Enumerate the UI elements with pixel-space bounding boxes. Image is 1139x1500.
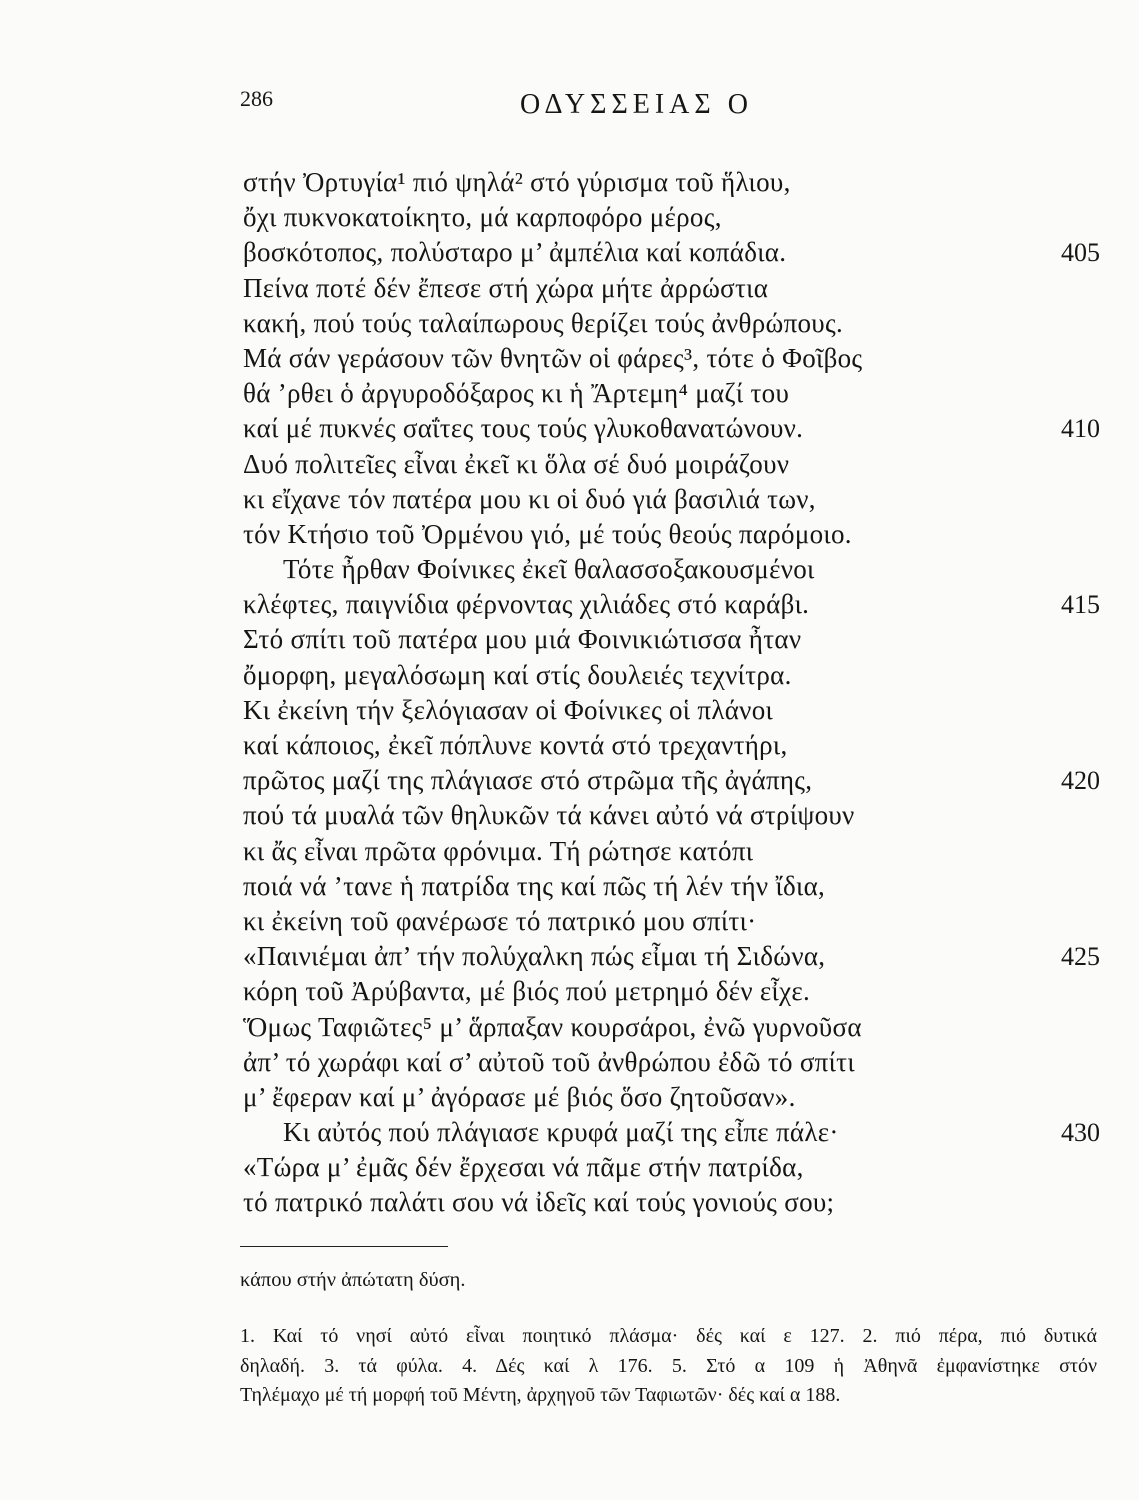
verse-line: [243, 552, 1100, 587]
verse-line: [243, 447, 1100, 482]
line-number: 405: [1061, 238, 1100, 268]
verse-line: [243, 622, 1100, 657]
verse-block: [243, 165, 1100, 1221]
verse-line: [243, 587, 1100, 622]
verse-text: «Τώρα μ’ ἐμᾶς δέν ἔρχεσαι νά πᾶμε στήν πατρίδα,: [243, 1152, 804, 1183]
verse-line: [243, 869, 1100, 904]
footnote-line: δηλαδή. 3. τά φύλα. 4. Δές καί λ 176. 5. Στό α 109 ἡ Ἀθηνᾶ ἐμφανίστηκε στόν: [240, 1354, 1097, 1377]
verse-line: [243, 1150, 1100, 1185]
verse-line: [243, 271, 1100, 306]
verse-line: [243, 834, 1100, 869]
verse-text: ὄμορφη, μεγαλόσωμη καί στίς δουλειές τεχνίτρα.: [243, 659, 792, 690]
footnote-line: Τηλέμαχο μέ τή μορφή τοῦ Μέντη, ἀρχηγοῦ τῶν Ταφιωτῶν· δές καί α 188.: [240, 1384, 841, 1406]
verse-line: [243, 658, 1100, 693]
verse-text: Μά σάν γεράσουν τῶν θνητῶν οἱ φάρες³, τότε ὁ Φοῖβος: [243, 342, 863, 373]
verse-text: κι ἄς εἶναι πρῶτα φρόνιμα. Τή ρώτησε κατόπι: [243, 835, 754, 866]
verse-text: κλέφτες, παιγνίδια φέρνοντας χιλιάδες στό καράβι.: [243, 589, 810, 620]
line-number: 410: [1061, 414, 1100, 444]
running-head: ΟΔΥΣΣΕΙΑΣ Ο: [520, 89, 753, 120]
verse-text: Κι αὐτός πού πλάγιασε κρυφά μαζί της εἶπε πάλε·: [283, 1117, 839, 1148]
verse-text: Δυό πολιτεῖες εἶναι ἐκεῖ κι ὅλα σέ δυό μοιράζουν: [243, 448, 790, 479]
verse-text: κακή, πού τούς ταλαίπωρους θερίζει τούς ἀνθρώπους.: [243, 307, 844, 338]
verse-line: [243, 482, 1100, 517]
verse-text: «Παινιέμαι ἀπ’ τήν πολύχαλκη πώς εἶμαι τή Σιδώνα,: [243, 941, 826, 972]
footnote-continuation: κάπου στήν ἀπώτατη δύση.: [240, 1269, 466, 1291]
verse-text: πρῶτος μαζί της πλάγιασε στό στρῶμα τῆς ἀγάπης,: [243, 765, 813, 796]
verse-text: Τότε ἦρθαν Φοίνικες ἐκεῖ θαλασσοξακουσμένοι: [283, 554, 815, 585]
verse-text: τό πατρικό παλάτι σου νά ἰδεῖς καί τούς γονιούς σου;: [243, 1187, 835, 1218]
verse-text: ὄχι πυκνοκατοίκητο, μά καρποφόρο μέρος,: [243, 202, 722, 233]
verse-line: [243, 1115, 1100, 1150]
verse-line: [243, 376, 1100, 411]
verse-text: καί κάποιος, ἐκεῖ πόπλυνε κοντά στό τρεχαντήρι,: [243, 730, 788, 760]
verse-line: [243, 693, 1100, 728]
verse-text: Κι ἐκείνη τήν ξελόγιασαν οἱ Φοίνικες οἱ πλάνοι: [243, 694, 774, 725]
verse-text: στήν Ὀρτυγία¹ πιό ψηλά² στό γύρισμα τοῦ ἥλιου,: [243, 167, 791, 197]
verse-line: [243, 763, 1100, 798]
verse-line: [243, 798, 1100, 833]
verse-text: κι ἐκείνη τοῦ φανέρωσε τό πατρικό μου σπίτι·: [243, 905, 757, 936]
verse-line: [243, 939, 1100, 974]
verse-text: Πείνα ποτέ δέν ἔπεσε στή χώρα μήτε ἀρρώστια: [243, 272, 769, 303]
verse-text: τόν Κτήσιο τοῦ Ὀρμένου γιό, μέ τούς θεούς παρόμοιο.: [243, 518, 852, 549]
verse-line: [243, 974, 1100, 1009]
verse-text: ποιά νά ’τανε ἡ πατρίδα της καί πῶς τή λέν τήν ἴδια,: [243, 870, 826, 901]
verse-line: [243, 341, 1100, 376]
verse-text: θά ’ρθει ὁ ἀργυροδόξαρος κι ἡ Ἄρτεμη⁴ μαζί του: [243, 378, 790, 409]
verse-text: βοσκότοπος, πολύσταρο μ’ ἀμπέλια καί κοπάδια.: [243, 237, 787, 268]
verse-line: [243, 728, 1100, 763]
verse-text: ἀπ’ τό χωράφι καί σ’ αὐτοῦ τοῦ ἀνθρώπου ἐδῶ τό σπίτι: [243, 1046, 855, 1077]
verse-text: Ὅμως Ταφιῶτες⁵ μ’ ἅρπαξαν κουρσάροι, ἐνῶ γυρνοῦσα: [243, 1011, 862, 1042]
verse-line: [243, 1045, 1100, 1080]
verse-line: [243, 411, 1100, 446]
footnotes: [240, 1322, 1097, 1411]
verse-text: μ’ ἔφεραν καί μ’ ἀγόρασε μέ βιός ὅσο ζητοῦσαν».: [243, 1081, 796, 1112]
verse-line: [243, 306, 1100, 341]
verse-line: [243, 235, 1100, 270]
verse-line: [243, 1010, 1100, 1045]
line-number: 415: [1061, 590, 1100, 620]
verse-line: [243, 1080, 1100, 1115]
verse-text: Στό σπίτι τοῦ πατέρα μου μιά Φοινικιώτισσα ἦταν: [243, 624, 802, 655]
verse-line: [243, 200, 1100, 235]
verse-text: πού τά μυαλά τῶν θηλυκῶν τά κάνει αὐτό νά στρίψουν: [243, 800, 855, 831]
footnote-divider: [240, 1246, 448, 1247]
verse-text: κόρη τοῦ Ἀρύβαντα, μέ βιός πού μετρημό δέν εἶχε.: [243, 976, 811, 1007]
line-number: 420: [1061, 766, 1100, 796]
line-number: 425: [1061, 942, 1100, 972]
verse-line: [243, 165, 1100, 200]
line-number: 430: [1061, 1118, 1100, 1148]
verse-line: [243, 517, 1100, 552]
verse-text: κι εἴχανε τόν πατέρα μου κι οἱ δυό γιά βασιλιά των,: [243, 483, 816, 514]
page-number: 286: [240, 86, 273, 111]
verse-text: καί μέ πυκνές σαΐτες τους τούς γλυκοθανατώνουν.: [243, 413, 804, 444]
verse-line: [243, 904, 1100, 939]
footnote-line: 1. Καί τό νησί αὐτό εἶναι ποιητικό πλάσμα· δές καί ε 127. 2. πιό πέρα, πιό δυτικά: [240, 1325, 1097, 1347]
verse-line: [243, 1185, 1100, 1220]
